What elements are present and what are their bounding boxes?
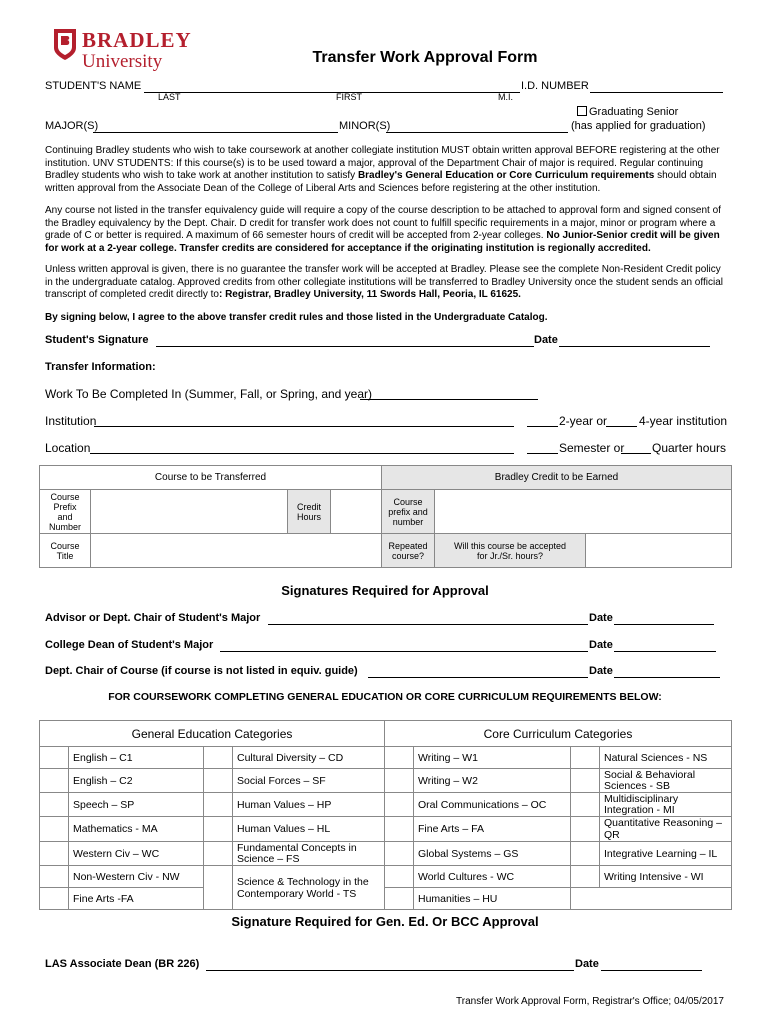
two-year-label: 2-year or	[559, 414, 608, 428]
gen-ed-checkbox[interactable]	[204, 842, 233, 866]
college-dean-label: College Dean of Student's Major	[45, 639, 214, 651]
gen-ed-checkbox[interactable]	[40, 866, 69, 888]
gen-ed-checkbox[interactable]	[40, 817, 69, 842]
core-item: Writing – W2	[414, 769, 571, 793]
dept-chair-date-label: Date	[589, 665, 613, 677]
gen-ed-item: Social Forces – SF	[233, 769, 385, 793]
college-dean-date-field[interactable]	[614, 651, 716, 652]
last-name-caption: LAST	[158, 92, 181, 102]
core-checkbox[interactable]	[385, 747, 414, 769]
gen-ed-item: Fine Arts -FA	[69, 888, 204, 910]
semester-label: Semester or	[559, 441, 625, 455]
college-dean-date-label: Date	[589, 639, 613, 651]
core-item: Integrative Learning – IL	[600, 842, 732, 866]
form-title: Transfer Work Approval Form	[312, 49, 538, 66]
gen-ed-item: English – C1	[69, 747, 204, 769]
semester-field[interactable]	[527, 453, 558, 454]
quarter-label: Quarter hours	[652, 441, 727, 455]
las-dean-signature-field[interactable]	[206, 970, 574, 971]
core-item: Global Systems – GS	[414, 842, 571, 866]
signatures-heading: Signatures Required for Approval	[281, 583, 489, 598]
middle-initial-caption: M.I.	[498, 92, 513, 102]
graduating-senior-option[interactable]	[577, 106, 678, 118]
gen-ed-checkbox[interactable]	[40, 888, 69, 910]
advisor-signature-field[interactable]	[268, 624, 588, 625]
category-table	[39, 720, 732, 910]
gen-ed-checkbox[interactable]	[204, 793, 233, 817]
two-year-field[interactable]	[527, 426, 558, 427]
major-label: MAJOR(S)	[45, 120, 99, 132]
gen-ed-checkbox[interactable]	[204, 769, 233, 793]
gen-ed-signature-heading: Signature Required for Gen. Ed. Or BCC Approval	[231, 914, 539, 929]
jr-sr-hours-label: Will this course be accepted for Jr./Sr. hours?	[435, 534, 586, 568]
dept-chair-date-field[interactable]	[614, 677, 720, 678]
las-dean-date-field[interactable]	[601, 970, 702, 971]
gen-ed-checkbox[interactable]	[40, 793, 69, 817]
minor-field[interactable]	[386, 132, 568, 133]
gen-ed-checkbox[interactable]	[40, 769, 69, 793]
core-checkbox[interactable]	[571, 793, 600, 817]
core-checkbox[interactable]	[385, 793, 414, 817]
graduating-senior-checkbox[interactable]	[577, 106, 587, 116]
logo-wordmark: BRADLEY	[82, 28, 192, 52]
core-checkbox[interactable]	[385, 817, 414, 842]
core-item: Humanities – HU	[414, 888, 571, 910]
paragraph-approval-rules: Continuing Bradley students who wish to take coursework at another collegiate institution MUST obtain written approval BEFORE registering at the other institution. UNV STUDENTS: If this course(s) is to be used toward a major, approval of the Department Chair of major is required. Regular continuing Bradley students who wish to take work at another institution to satisfy Bradley's General Education or Core Curriculum requirements should obtain written approval from the Associate Dean of the College of Liberal Arts and Sciences before registering at the other institution.	[45, 145, 720, 194]
student-name-field[interactable]	[144, 92, 520, 93]
core-item: World Cultures - WC	[414, 866, 571, 888]
core-item: Writing – W1	[414, 747, 571, 769]
gen-ed-item: Human Values – HP	[233, 793, 385, 817]
bradley-prefix-cell[interactable]	[435, 490, 732, 534]
location-field[interactable]	[90, 453, 514, 454]
course-table	[39, 465, 732, 568]
course-prefix-cell[interactable]	[91, 490, 288, 534]
course-title-label: Course Title	[40, 534, 91, 568]
student-date-field[interactable]	[559, 346, 710, 347]
gen-ed-item: Fundamental Concepts in Science – FS	[233, 842, 385, 866]
id-number-label: I.D. NUMBER	[521, 80, 589, 92]
graduating-senior-label: Graduating Senior	[589, 106, 679, 118]
credit-hours-cell[interactable]	[331, 490, 382, 534]
gen-ed-checkbox[interactable]	[204, 866, 233, 910]
jr-sr-hours-cell[interactable]	[586, 534, 732, 568]
student-name-label: STUDENT'S NAME	[45, 80, 142, 92]
minor-label: MINOR(S)	[339, 120, 391, 132]
quarter-field[interactable]	[621, 453, 651, 454]
dept-chair-label: Dept. Chair of Course (if course is not listed in equiv. guide)	[45, 665, 358, 677]
core-item: Oral Communications – OC	[414, 793, 571, 817]
gen-ed-heading: FOR COURSEWORK COMPLETING GENERAL EDUCATION OR CORE CURRICULUM REQUIREMENTS BELOW:	[108, 691, 662, 703]
gen-ed-item: Human Values – HL	[233, 817, 385, 842]
dept-chair-field[interactable]	[368, 677, 588, 678]
gen-ed-checkbox[interactable]	[204, 747, 233, 769]
logo-subtitle: University	[82, 51, 163, 72]
bradley-credit-header: Bradley Credit to be Earned	[382, 466, 732, 490]
core-item: Fine Arts – FA	[414, 817, 571, 842]
gen-ed-item: Mathematics - MA	[69, 817, 204, 842]
gen-ed-item: Speech – SP	[69, 793, 204, 817]
gen-ed-checkbox[interactable]	[40, 842, 69, 866]
core-checkbox[interactable]	[385, 866, 414, 888]
las-dean-date-label: Date	[575, 958, 599, 970]
institution-label: Institution	[45, 414, 97, 428]
course-transferred-header: Course to be Transferred	[40, 466, 382, 490]
work-term-field[interactable]	[360, 399, 538, 400]
course-title-cell[interactable]	[91, 534, 382, 568]
las-dean-label: LAS Associate Dean (BR 226)	[45, 958, 200, 970]
footer-text: Transfer Work Approval Form, Registrar's Office; 04/05/2017	[456, 996, 724, 1007]
gen-ed-item: Western Civ – WC	[69, 842, 204, 866]
gen-ed-item: Cultural Diversity – CD	[233, 747, 385, 769]
student-signature-field[interactable]	[156, 346, 534, 347]
student-signature-label: Student's Signature	[45, 334, 149, 346]
transfer-info-heading: Transfer Information:	[45, 361, 156, 373]
graduation-note: (has applied for graduation)	[571, 120, 706, 132]
core-checkbox[interactable]	[571, 842, 600, 866]
core-checkbox[interactable]	[385, 842, 414, 866]
four-year-field[interactable]	[606, 426, 637, 427]
gen-ed-header: General Education Categories	[40, 721, 385, 747]
repeated-course-label: Repeated course?	[382, 534, 435, 568]
gen-ed-item: Science & Technology in the Contemporary World - TS	[233, 866, 385, 910]
advisor-date-field[interactable]	[614, 624, 714, 625]
id-number-field[interactable]	[590, 92, 723, 93]
core-checkbox[interactable]	[385, 888, 414, 910]
core-checkbox[interactable]	[571, 817, 600, 842]
four-year-label: 4-year institution	[639, 414, 728, 428]
empty-cell	[571, 888, 732, 910]
bradley-prefix-label: Course prefix and number	[382, 490, 435, 534]
gen-ed-item: Non-Western Civ - NW	[69, 866, 204, 888]
institution-field[interactable]	[94, 426, 514, 427]
course-prefix-label: Course Prefix and Number	[40, 490, 91, 534]
core-checkbox[interactable]	[385, 769, 414, 793]
core-item: Quantitative Reasoning – QR	[600, 817, 732, 842]
location-label: Location	[45, 441, 91, 455]
core-item: Writing Intensive - WI	[600, 866, 732, 888]
core-checkbox[interactable]	[571, 747, 600, 769]
core-item: Natural Sciences - NS	[600, 747, 732, 769]
advisor-signature-label: Advisor or Dept. Chair of Student's Major	[45, 612, 261, 624]
gen-ed-checkbox[interactable]	[204, 817, 233, 842]
credit-hours-label: Credit Hours	[288, 490, 331, 534]
core-checkbox[interactable]	[571, 769, 600, 793]
major-field[interactable]	[93, 132, 338, 133]
core-header: Core Curriculum Categories	[385, 721, 732, 747]
college-dean-field[interactable]	[220, 651, 588, 652]
paragraph-transcript-rules: Unless written approval is given, there is no guarantee the transfer work will be accepted at Bradley. Please see the complete Non-Resident Credit policy in the undergraduate catalog. Approved credits from other collegiate institutions will be transferred to Bradley University once the student sends an official transcript of completed credit directly to: Registrar, Bradley University, 11 Swords Hall, Peoria, IL 61625.	[45, 264, 723, 300]
core-item: Social & Behavioral Sciences - SB	[600, 769, 732, 793]
core-checkbox[interactable]	[571, 866, 600, 888]
first-name-caption: FIRST	[336, 92, 362, 102]
advisor-date-label: Date	[589, 612, 613, 624]
paragraph-equivalency-rules: Any course not listed in the transfer equivalency guide will require a copy of the course description to be attached to approval form and signed consent of the Bradley equivalency by the Dept. Chair. D credit for transfer work does not count to fulfill specific requirements in a major, minor or program where a grade of C or better is required. A maximum of 66 semester hours of credit will be accepted from 2-year colleges. No Junior-Senior credit will be given for work at a 2-year college. Transfer credits are considered for acceptance if the originating institution is regionally accredited.	[45, 205, 721, 254]
work-term-label: Work To Be Completed In (Summer, Fall, or Spring, and year)	[45, 387, 373, 401]
gen-ed-checkbox[interactable]	[40, 747, 69, 769]
gen-ed-item: English – C2	[69, 769, 204, 793]
paragraph-agreement: By signing below, I agree to the above transfer credit rules and those listed in the Undergraduate Catalog.	[45, 312, 548, 323]
student-date-label: Date	[534, 334, 558, 346]
core-item: Multidisciplinary Integration - MI	[600, 793, 732, 817]
